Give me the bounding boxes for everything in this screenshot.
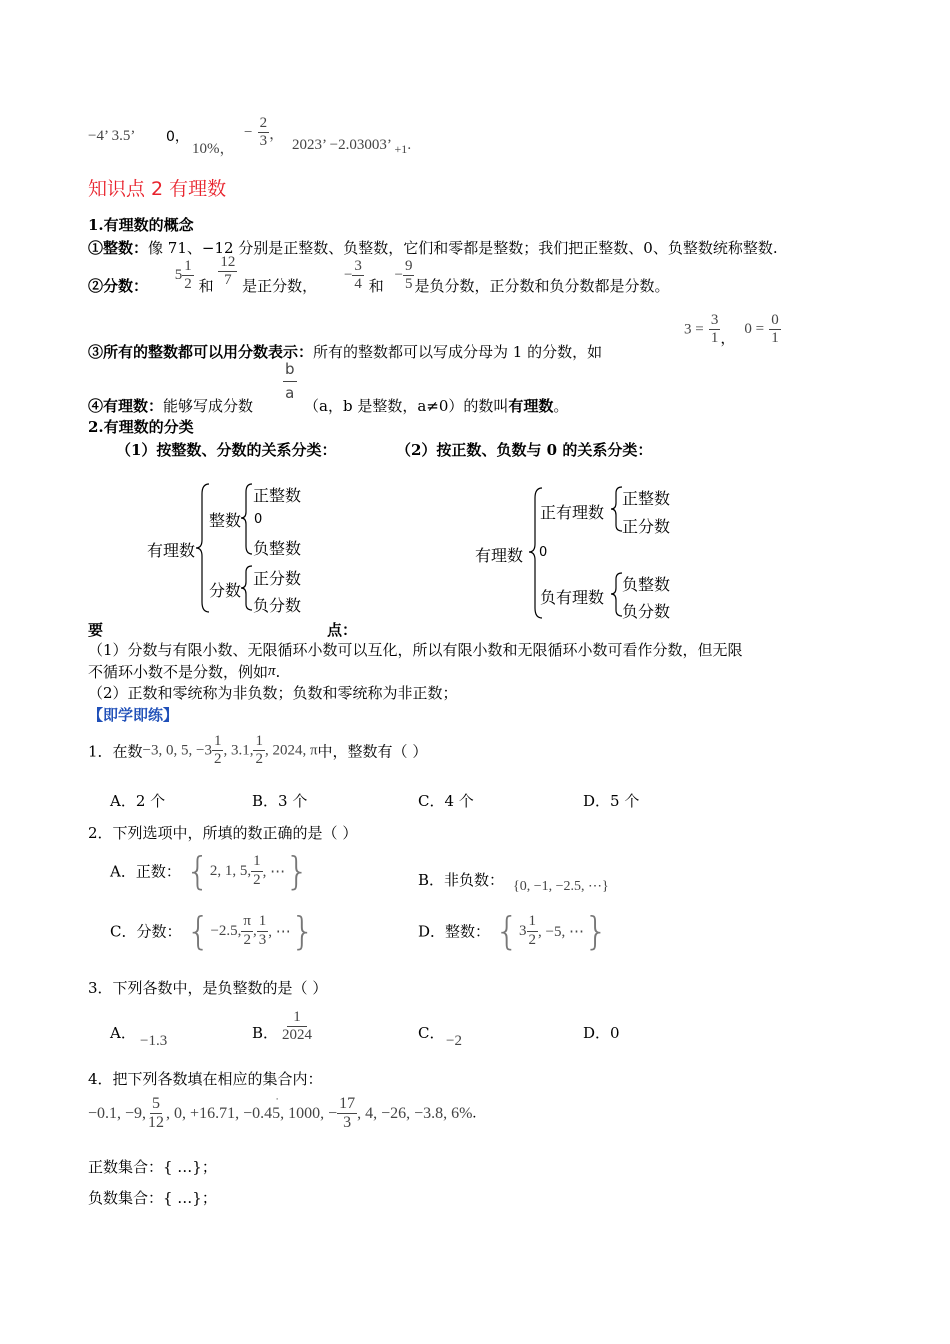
number-item: −4 bbox=[88, 128, 104, 144]
denominator: 3 bbox=[343, 1114, 352, 1132]
numerator: 1 bbox=[182, 258, 194, 276]
tree-1-positive-fraction: 正分数 bbox=[253, 569, 302, 588]
separator: ’ bbox=[103, 128, 109, 144]
tree-2-positive-fraction: 正分数 bbox=[622, 517, 671, 536]
denominator: 1 bbox=[771, 330, 779, 347]
option-label: B．非负数： bbox=[418, 871, 505, 889]
question-4-number-list bbox=[88, 1095, 476, 1133]
keypoint-1-text: 不循环小数不是分数，例如 bbox=[88, 663, 269, 681]
number-list: , 1000, − bbox=[280, 1104, 338, 1122]
fraction bbox=[527, 913, 539, 949]
numerator: 17 bbox=[337, 1095, 357, 1114]
keypoints-label-end: 点： bbox=[327, 621, 358, 639]
right-brace: } bbox=[290, 909, 315, 953]
numerator: 3 bbox=[352, 258, 364, 276]
denominator: 5 bbox=[404, 276, 413, 293]
keypoint-1-cont bbox=[88, 661, 280, 682]
question-3-option-a[interactable] bbox=[110, 1022, 136, 1043]
numerator: 1 bbox=[253, 733, 265, 751]
question-1-option-c[interactable]: C．4 个 bbox=[418, 792, 474, 810]
separator: ’ bbox=[322, 137, 327, 153]
fraction bbox=[337, 1095, 357, 1133]
separator: ， bbox=[269, 126, 285, 143]
classification-heading: 2.有理数的分类 bbox=[88, 418, 194, 436]
integer-label: ①整数： bbox=[88, 239, 149, 257]
number-item: 10% bbox=[192, 141, 220, 157]
number-item: 3.5 bbox=[111, 128, 131, 144]
numerator: 3 bbox=[709, 312, 721, 330]
numerator: 1 bbox=[257, 913, 269, 931]
number-list: , 4, −26, −3.8, 6% bbox=[357, 1104, 473, 1122]
rational-term: 有理数 bbox=[508, 397, 554, 415]
denominator: 4 bbox=[354, 276, 362, 293]
question-1-option-a[interactable]: A．2 个 bbox=[110, 792, 166, 810]
number-list: , 0, +16.71, −0.4 bbox=[166, 1104, 273, 1122]
integer-fraction-label: ③所有的整数都可以用分数表示： bbox=[88, 343, 314, 361]
minus-sign: − bbox=[394, 267, 403, 284]
set-notation bbox=[494, 909, 609, 953]
question-3-option-d[interactable]: D．0 bbox=[583, 1024, 620, 1042]
set-notation bbox=[186, 909, 315, 953]
period: . bbox=[275, 663, 281, 681]
option-label: D．整数： bbox=[418, 922, 491, 941]
minus-sign: − bbox=[244, 124, 253, 141]
denominator: 3 bbox=[258, 931, 267, 948]
mixed-whole: 5 bbox=[174, 267, 183, 284]
number-item: 2023 bbox=[292, 137, 322, 153]
numerator: 1 bbox=[251, 853, 263, 871]
tree-1-integer: 整数 bbox=[209, 511, 242, 530]
tree-2-positive-rational: 正有理数 bbox=[540, 503, 605, 522]
integer-fraction-text: 所有的整数都可以写成分母为 1 的分数，如 bbox=[313, 343, 603, 361]
question-2-option-a[interactable] bbox=[110, 849, 310, 893]
left-brace: { bbox=[186, 909, 211, 953]
numerator: b bbox=[283, 361, 297, 382]
fraction bbox=[241, 913, 253, 949]
question-2-option-b[interactable] bbox=[418, 869, 504, 890]
integer-text: 像 71、−12 分别是正整数、负整数，它们和零都是整数；我们把正整数、0、负整数统称整数. bbox=[148, 239, 778, 257]
classification-method-2: （2）按正数、负数与 0 的关系分类： bbox=[396, 441, 653, 459]
set-notation bbox=[185, 849, 310, 893]
separator: ’ bbox=[386, 137, 392, 153]
tree-2-zero: 0 bbox=[539, 545, 548, 560]
number-item: −2.03003 bbox=[329, 137, 387, 153]
right-brace: } bbox=[583, 909, 609, 953]
tree-1-negative-integer: 负整数 bbox=[253, 539, 302, 558]
negative-brace bbox=[611, 573, 622, 616]
denominator: 7 bbox=[224, 272, 232, 289]
conjunction: 和 bbox=[198, 277, 214, 296]
question-2-option-c[interactable] bbox=[110, 909, 315, 953]
option-label: B． bbox=[252, 1024, 279, 1042]
equation-left: 0 = bbox=[744, 321, 765, 338]
fraction bbox=[280, 1009, 314, 1045]
conjunction: 和 bbox=[368, 277, 384, 296]
tree-2-root: 有理数 bbox=[475, 546, 524, 565]
separator: ， bbox=[174, 129, 189, 145]
denominator: 2 bbox=[528, 931, 536, 948]
question-3-option-c[interactable] bbox=[418, 1022, 444, 1043]
number-item: +1 bbox=[394, 142, 408, 156]
rational-condition: （a，b 是整数，a≠0）的数叫 bbox=[304, 397, 509, 415]
practice-label: 【即学即练】 bbox=[88, 706, 179, 724]
denominator: 2 bbox=[184, 276, 192, 293]
number-list: , 2024, π bbox=[264, 742, 318, 759]
numerator: 12 bbox=[218, 254, 237, 272]
denominator: 2 bbox=[253, 871, 261, 888]
tree-2-positive-integer: 正整数 bbox=[622, 489, 671, 508]
rational-label: ④有理数： bbox=[88, 397, 164, 415]
denominator: 1 bbox=[710, 330, 719, 347]
concept-heading: 1.有理数的概念 bbox=[88, 216, 194, 234]
left-brace: { bbox=[185, 849, 210, 893]
separator: ’ bbox=[130, 128, 136, 144]
question-3-option-c-value: −2 bbox=[446, 1033, 462, 1049]
keypoint-2: （2）正数和零统称为非负数；负数和零统称为非正数； bbox=[88, 684, 458, 702]
question-3-option-a-value: −1.3 bbox=[140, 1033, 168, 1049]
tree-2-negative-fraction: 负分数 bbox=[622, 602, 671, 621]
numerator: π bbox=[241, 913, 253, 931]
separator: ， bbox=[720, 329, 736, 348]
left-brace: { bbox=[494, 909, 519, 953]
question-3-stem: 3．下列各数中，是负整数的是（ ） bbox=[88, 979, 328, 997]
numerator: 9 bbox=[403, 258, 415, 276]
equation-left: 3 = bbox=[684, 321, 704, 338]
right-brace: } bbox=[285, 849, 310, 893]
set-items: −2.5, bbox=[210, 922, 242, 939]
question-2-stem: 2．下列选项中，所填的数正确的是（ ） bbox=[88, 824, 358, 842]
section-title: 知识点 2 有理数 bbox=[88, 178, 227, 200]
fraction bbox=[212, 733, 224, 769]
classification-method-1: （1）按整数、分数的关系分类： bbox=[116, 441, 337, 459]
period: 。 bbox=[553, 397, 569, 415]
minus-sign: − bbox=[343, 267, 353, 284]
denominator: 2 bbox=[255, 751, 263, 768]
tree-2-negative-rational: 负有理数 bbox=[540, 588, 605, 607]
denominator: 2 bbox=[213, 751, 222, 768]
separator: ， bbox=[219, 141, 235, 157]
fraction bbox=[146, 1095, 166, 1133]
mixed-whole: 3 bbox=[519, 922, 527, 939]
denominator: 2 bbox=[243, 931, 251, 948]
period: . bbox=[472, 1105, 477, 1122]
keypoint-1: （1）分数与有限小数、无限循环小数可以互化，所以有限小数和无限循环小数可看作分数，但无限 bbox=[88, 641, 743, 659]
positive-brace bbox=[611, 487, 622, 531]
numerator: 5 bbox=[150, 1095, 162, 1114]
fraction bbox=[251, 853, 263, 889]
tree-2-negative-integer: 负整数 bbox=[622, 575, 671, 594]
negative-fraction-text: 是负分数，正分数和负分数都是分数。 bbox=[414, 277, 670, 296]
option-label: A． bbox=[110, 1024, 136, 1042]
question-4-stem: 4．把下列各数填在相应的集合内： bbox=[88, 1070, 323, 1088]
denominator: 12 bbox=[148, 1114, 165, 1132]
option-label: C．分数： bbox=[110, 922, 182, 941]
numerator: 2 bbox=[258, 115, 270, 133]
denominator: 2024 bbox=[282, 1027, 312, 1044]
tree-1-fraction: 分数 bbox=[209, 581, 242, 600]
repeating-digit-value: 5 bbox=[272, 1104, 281, 1122]
question-1 bbox=[88, 733, 427, 769]
tree-1-root: 有理数 bbox=[147, 541, 196, 560]
repeat-dot: ˙ bbox=[275, 1094, 280, 1109]
question-3-option-b-fraction bbox=[280, 1009, 314, 1045]
question-1-option-b[interactable]: B．3 个 bbox=[252, 792, 308, 810]
tree-1-zero: 0 bbox=[254, 512, 263, 527]
numerator: 1 bbox=[287, 1009, 307, 1027]
number-item: 0 bbox=[166, 129, 175, 145]
denominator: 3 bbox=[259, 133, 268, 150]
number-list: −3, 0, 5, −3 bbox=[142, 742, 212, 759]
negative-set-blank[interactable]: 负数集合：{ …}； bbox=[88, 1189, 217, 1207]
question-2-option-b-set: {0, −1, −2.5, ⋯} bbox=[513, 879, 609, 894]
question-1-option-d[interactable]: D．5 个 bbox=[583, 792, 640, 810]
set-items: , ⋯ bbox=[262, 863, 286, 880]
numerator: 0 bbox=[769, 312, 781, 330]
question-1-prefix: 1．在数 bbox=[88, 742, 143, 761]
repeating-digit bbox=[272, 1094, 281, 1122]
set-items: , bbox=[253, 922, 257, 939]
positive-fraction-text: 是正分数， bbox=[242, 277, 318, 296]
pi-symbol: π bbox=[268, 663, 276, 679]
fraction bbox=[253, 733, 265, 769]
fraction bbox=[257, 913, 269, 949]
fraction-label: ②分数： bbox=[88, 277, 149, 296]
number-list: −0.1, −9, bbox=[88, 1104, 147, 1122]
positive-set-blank[interactable]: 正数集合：{ …}； bbox=[88, 1158, 217, 1176]
set-items: 2, 1, 5, bbox=[209, 862, 252, 879]
denominator: a bbox=[285, 384, 295, 403]
period: . bbox=[407, 137, 412, 153]
option-label: C． bbox=[418, 1024, 445, 1042]
keypoints-label-start: 要 bbox=[88, 621, 104, 639]
numerator: 1 bbox=[527, 913, 539, 931]
set-items: , ⋯ bbox=[268, 923, 291, 940]
number-list: , 3.1, bbox=[223, 742, 254, 759]
question-3-option-b[interactable] bbox=[252, 1022, 278, 1043]
question-2-option-d[interactable] bbox=[418, 909, 609, 953]
option-label: A．正数： bbox=[110, 862, 181, 881]
tree-1-negative-fraction: 负分数 bbox=[253, 596, 302, 615]
tree-1-positive-integer: 正整数 bbox=[253, 486, 302, 505]
set-items: , −5, ⋯ bbox=[538, 923, 584, 940]
numerator: 1 bbox=[212, 733, 224, 751]
question-1-suffix: 中，整数有（ ） bbox=[317, 742, 428, 761]
rational-text: 能够写成分数 bbox=[163, 397, 254, 415]
